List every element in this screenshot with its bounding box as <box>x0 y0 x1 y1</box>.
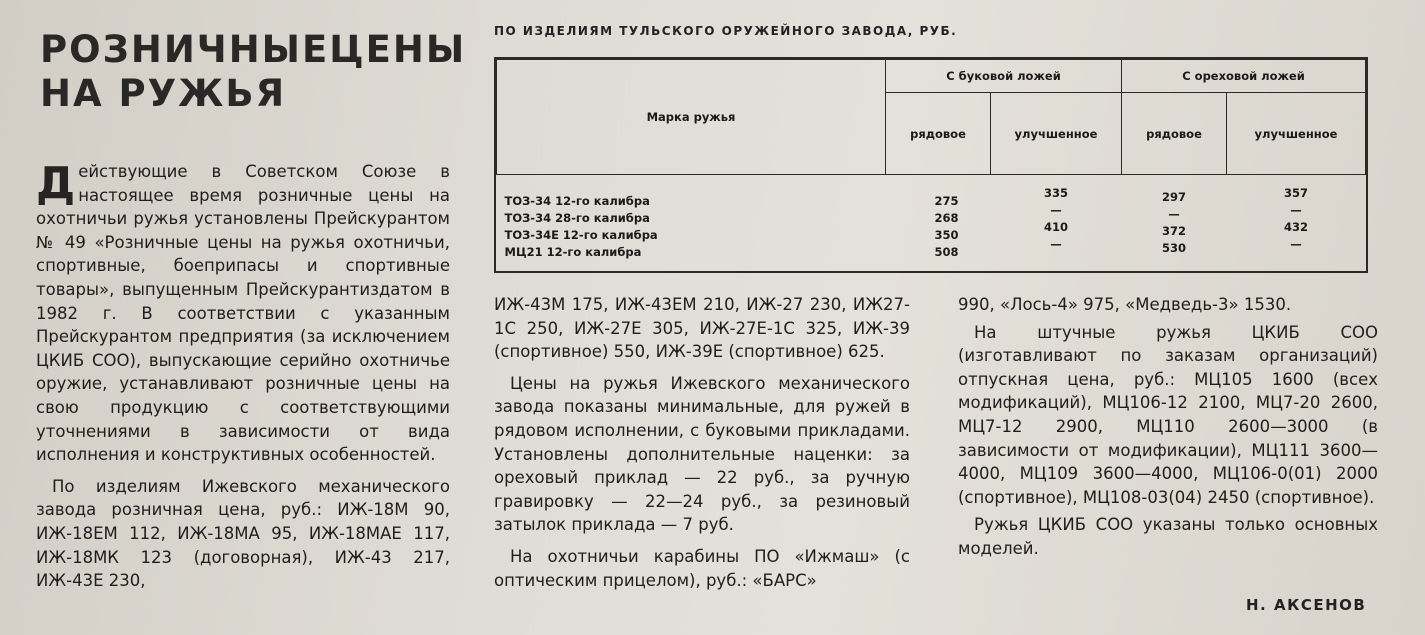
price-value: 335 <box>1043 186 1068 200</box>
header-beech-regular: рядовое <box>886 93 991 175</box>
price-value: — <box>1290 203 1302 217</box>
price-table <box>494 57 1368 273</box>
title-word-2: ЦЕНЫ <box>329 28 467 71</box>
price-value: 357 <box>1283 186 1308 200</box>
paragraph: Действующие в Советском Союзе в настоящее время розничные цены на охотничьи ружья установлены Прейскурантом № 49 «Розничные цены на ружья охотничьи, спортивные, боеприпасы и спортивные товары», выпущенным Прейскурантиздатом в 1982 г. В соответствии с указанным Прейскурантом предприятия (за исключением ЦКИБ СОО), выпускающие серийно охотничье оружие, устанавливают розничные цены на свою продукцию с соответствующими уточнениями в зависимости от вида исполнения и конструктивных особенностей. <box>36 158 450 465</box>
price-value: 410 <box>1043 220 1068 234</box>
model-name: ТОЗ-34 28-го калибра <box>504 211 650 225</box>
price-value: 432 <box>1283 220 1308 234</box>
paragraph: На штучные ружья ЦКИБ СОО (изготавливают по заказам организаций) отпускная цена, руб.: МЦ105 1600 (всех модификаций), МЦ106-12 2100, МЦ7-20 2600, МЦ7-12 2900, МЦ110 2600—3000 (в зависимости от модификации), МЦ111 3600—4000, МЦ109 3600—4000, МЦ106-0(01) 2000 (спортивное), МЦ108-03(04) 2450 (спортивное). <box>958 322 1378 507</box>
price-value: 297 <box>1161 190 1186 204</box>
paragraph: Цены на ружья Ижевского механического завода показаны минимальные, для ружей в рядовом исполнении, с буковыми прикладами. Установлены дополнительные наценки: за ореховый приклад — 22 руб., за ручную гравировку — 22—24 руб., за резиновый затылок приклада — 7 руб. <box>494 373 910 535</box>
model-names-cell <box>497 175 886 262</box>
price-value: — <box>1290 237 1302 251</box>
price-value: 350 <box>934 228 959 242</box>
header-beech-improved: улучшенное <box>991 93 1122 175</box>
article-title <box>40 28 467 116</box>
header-walnut-regular: рядовое <box>1122 93 1227 175</box>
walnut-regular-cell <box>1122 175 1227 262</box>
header-walnut-improved: улучшенное <box>1227 93 1366 175</box>
price-value: 508 <box>934 245 959 259</box>
paragraph: На охотничьи карабины ПО «Ижмаш» (с оптическим прицелом), руб.: «БАРС» <box>494 546 910 590</box>
text-column-3 <box>958 293 1378 561</box>
text-column-2 <box>494 293 910 592</box>
price-value: 275 <box>934 194 959 208</box>
price-value: — <box>1050 203 1062 217</box>
paragraph: 990, «Лось-4» 975, «Медведь-3» 1530. <box>958 295 1292 314</box>
price-value: — <box>1050 237 1062 251</box>
header-walnut: С ореховой ложей <box>1122 60 1366 93</box>
beech-regular-cell <box>886 175 991 262</box>
price-value: 372 <box>1161 224 1186 238</box>
model-name: ТОЗ-34 12-го калибра <box>504 194 650 208</box>
beech-improved-cell <box>991 175 1122 262</box>
paragraph: ИЖ-43М 175, ИЖ-43ЕМ 210, ИЖ-27 230, ИЖ27-1С 250, ИЖ-27Е 305, ИЖ-27Е-1С 325, ИЖ-39 (спортивное) 550, ИЖ-39Е (спортивное) 625. <box>494 295 910 362</box>
title-line-2: НА РУЖЬЯ <box>40 72 287 115</box>
walnut-improved-cell <box>1227 175 1366 262</box>
model-name: ТОЗ-34Е 12-го калибра <box>504 228 658 242</box>
header-beech: С буковой ложей <box>886 60 1122 93</box>
price-value: — <box>1168 207 1180 221</box>
price-value: 530 <box>1161 241 1186 255</box>
model-name: МЦ21 12-го калибра <box>504 245 642 259</box>
paragraph: Ружья ЦКИБ СОО указаны только основных моделей. <box>958 515 1378 558</box>
author-signature: Н. АКСЕНОВ <box>1246 596 1367 614</box>
title-word-1: РОЗНИЧНЫЕ <box>40 28 330 71</box>
paragraph: По изделиям Ижевского механического завода розничная цена, руб.: ИЖ-18М 90, ИЖ-18ЕМ 112, ИЖ-18МА 95, ИЖ-18МАЕ 117, ИЖ-18МК 123 (договорная), ИЖ-43 217, ИЖ-43Е 230, <box>36 476 450 591</box>
price-value: 268 <box>934 211 959 225</box>
table-caption: ПО ИЗДЕЛИЯМ ТУЛЬСКОГО ОРУЖЕЙНОГО ЗАВОДА, РУБ. <box>494 24 958 38</box>
text-column-1 <box>36 160 450 593</box>
header-brand: Марка ружья <box>497 60 886 175</box>
